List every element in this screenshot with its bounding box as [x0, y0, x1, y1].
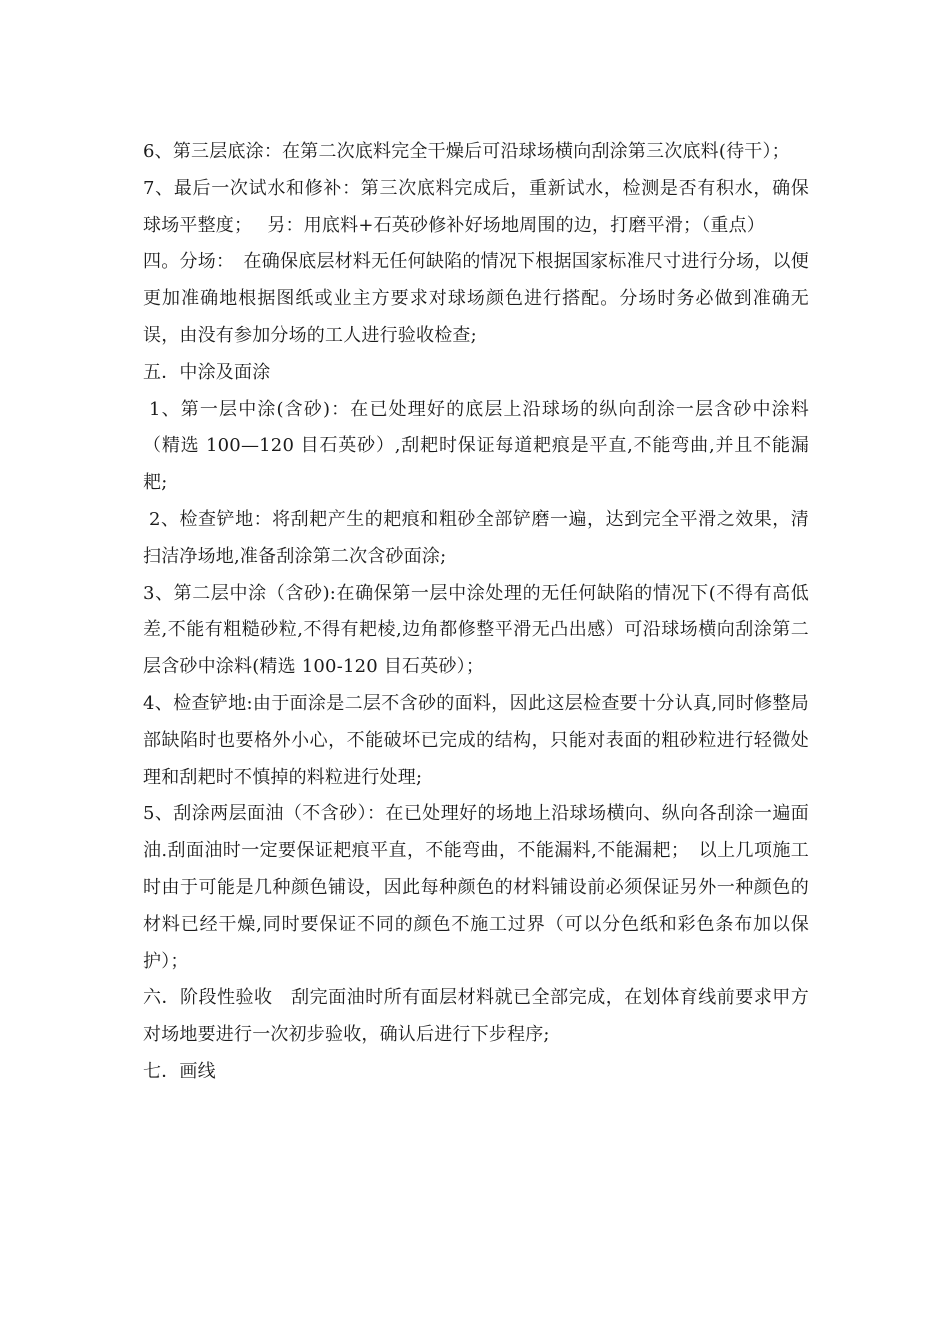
paragraph-step-7: 7、最后一次试水和修补：第三次底料完成后，重新试水，检测是否有积水，确保球场平整度； 另：用底料+石英砂修补好场地周围的边，打磨平滑；（重点）	[143, 177, 809, 236]
paragraph-sub-5: 5、刮涂两层面油（不含砂）：在已处理好的场地上沿球场横向、纵向各刮涂一遍面油.刮面油时一定要保证耙痕平直，不能弯曲，不能漏料,不能漏耙； 以上几项施工时由于可能是几种颜色铺设，因此每种颜色的材料铺设前必须保证另外一种颜色的材料已经干燥,同时要保证不同的颜色不施工过界（可以分色纸和彩色条布加以保护）；	[143, 803, 809, 972]
paragraph-sub-3: 3、第二层中涂（含砂):在确保第一层中涂处理的无任何缺陷的情况下(不得有高低差,不能有粗糙砂粒,不得有耙棱,边角都修整平滑无凸出感）可沿球场横向刮涂第二层含砂中涂料(精选 100-120 目石英砂）；	[143, 582, 809, 678]
paragraph-step-6: 6、第三层底涂：在第二次底料完全干燥后可沿球场横向刮涂第三次底料(待干）；	[143, 141, 790, 162]
section-heading-7: 七．画线	[143, 1060, 216, 1082]
paragraph-sub-4: 4、检查铲地:由于面涂是二层不含砂的面料，因此这层检查要十分认真,同时修整局部缺陷时也要格外小心，不能破坏已完成的结构，只能对表面的粗砂粒进行轻微处理和刮耙时不慎掉的料粒进行处理;	[143, 692, 809, 788]
section-heading-5: 五．中涂及面涂	[143, 361, 271, 383]
paragraph-section-6: 六．阶段性验收 刮完面油时所有面层材料就已全部完成，在划体育线前要求甲方对场地要进行一次初步验收，确认后进行下步程序;	[143, 987, 809, 1046]
document-body	[143, 134, 809, 1091]
paragraph-sub-1: 1、第一层中涂(含砂)：在已处理好的底层上沿球场的纵向刮涂一层含砂中涂料（精选 100—120 目石英砂）,刮耙时保证每道耙痕是平直,不能弯曲,并且不能漏耙;	[143, 398, 809, 494]
paragraph-section-4: 四。分场： 在确保底层材料无任何缺陷的情况下根据国家标准尺寸进行分场，以便更加准确地根据图纸或业主方要求对球场颜色进行搭配。分场时务必做到准确无误，由没有参加分场的工人进行验收检查;	[143, 251, 809, 346]
paragraph-sub-2: 2、检查铲地：将刮耙产生的耙痕和粗砂全部铲磨一遍，达到完全平滑之效果，清扫洁净场地,准备刮涂第二次含砂面涂;	[143, 508, 809, 567]
